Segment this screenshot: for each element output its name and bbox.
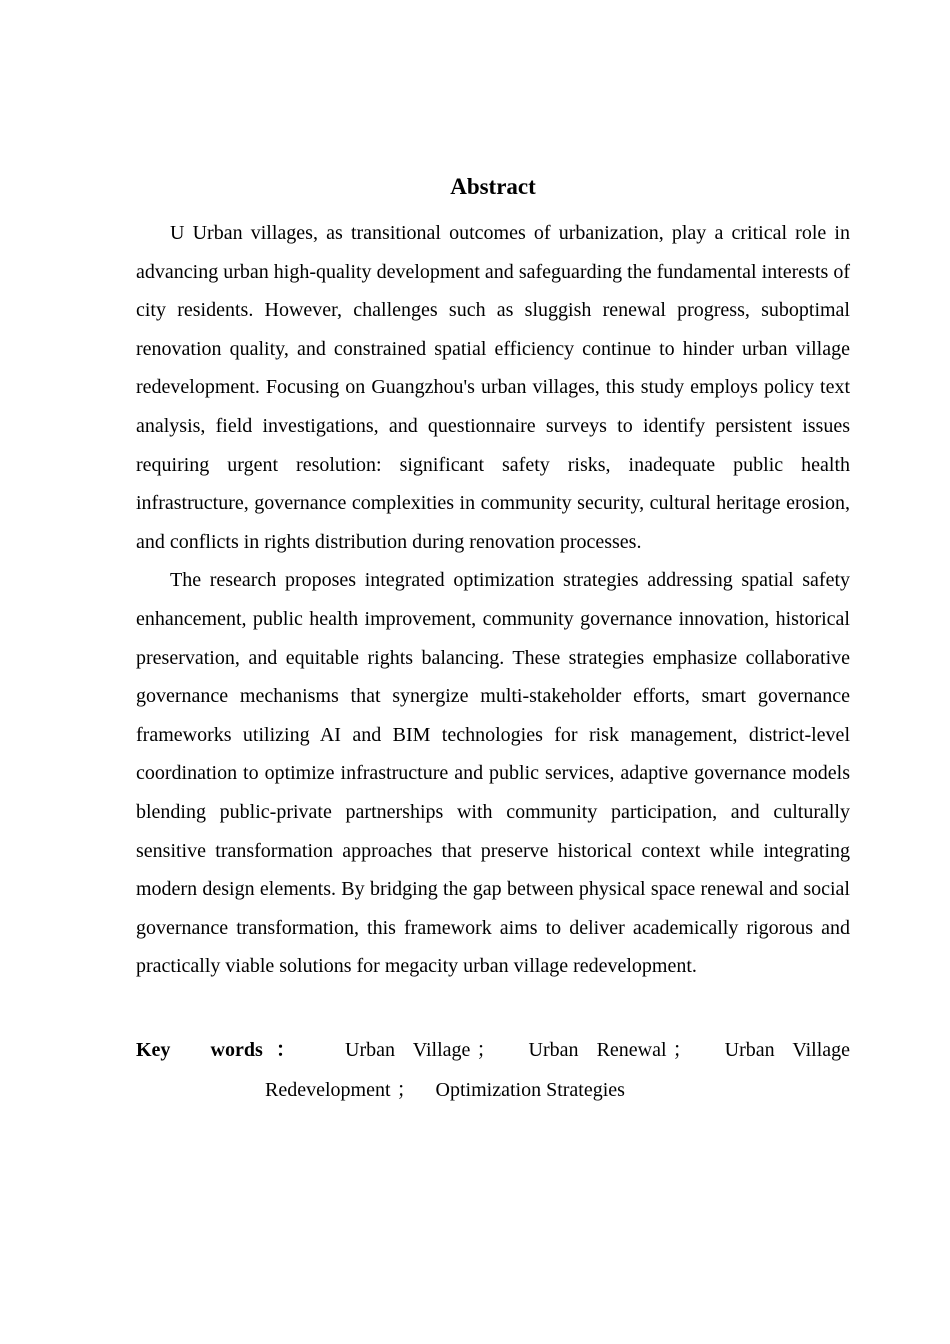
keyword-item: Urban Renewal	[528, 1038, 667, 1061]
keyword-separator: ；	[396, 1078, 417, 1101]
abstract-title: Abstract	[450, 174, 536, 199]
keyword-separator: ；	[672, 1038, 693, 1061]
keyword-item: Optimization Strategies	[435, 1078, 625, 1101]
keywords-label: Key words	[136, 1038, 263, 1061]
abstract-paragraph-2: The research proposes integrated optimization strategies addressing spatial safety enhancement, public health improvement, community governance innovation, historical preservation, and equitable rights balancing. These strategies emphasize collaborative governance mechanisms that synergize multi-stakeholder efforts, smart governance frameworks utilizing AI and BIM technologies for risk management, district-level coordination to optimize infrastructure and public services, adaptive governance models blending public-private partnerships with community participation, and culturally sensitive transformation approaches that preserve historical context while integrating modern design elements. By bridging the gap between physical space renewal and social governance transformation, this framework aims to deliver academically rigorous and practically viable solutions for megacity urban village redevelopment.	[136, 569, 850, 978]
keyword-item: Urban Village Redevelopment	[265, 1038, 851, 1101]
keyword-separator: ；	[476, 1038, 497, 1061]
abstract-page	[136, 170, 850, 1110]
keywords-colon: ：	[262, 1038, 309, 1061]
keyword-item: Urban Village	[345, 1038, 471, 1061]
abstract-paragraph-1: U Urban villages, as transitional outcomes of urbanization, play a critical role in advancing urban high-quality development and safeguarding the fundamental interests of city residents. However, challenges such as sluggish renewal progress, suboptimal renovation quality, and constrained spatial efficiency continue to hinder urban village redevelopment. Focusing on Guangzhou's urban villages, this study employs policy text analysis, field investigations, and questionnaire surveys to identify persistent issues requiring urgent resolution: significant safety risks, inadequate public health infrastructure, governance complexities in community security, cultural heritage erosion, and conflicts in rights distribution during renovation processes.	[136, 222, 850, 553]
keywords-line	[136, 1030, 850, 1110]
